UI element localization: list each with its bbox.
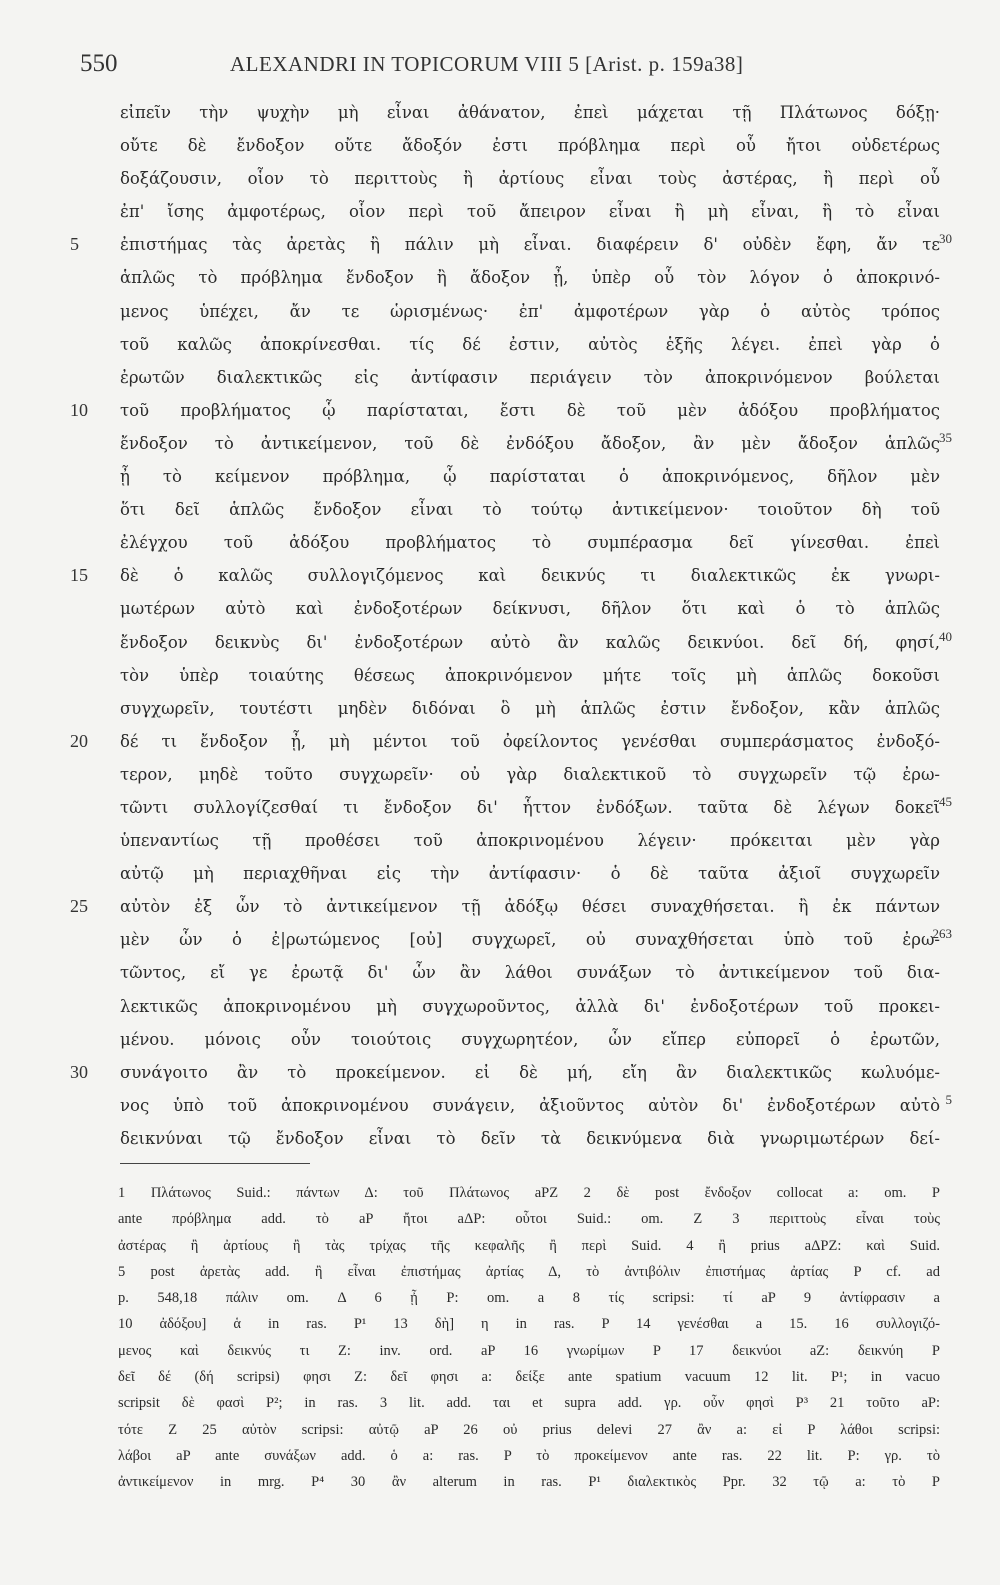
line-text: τοῦ καλῶς ἀποκρίνεσθαι. τίς δέ ἐστιν, αὐτὸς ἑξῆς λέγει. ἐπεὶ γὰρ ὁ <box>120 334 940 354</box>
margin-reference-number: 40 <box>939 628 952 644</box>
apparatus-line: 5 post ἀρετὰς add. ἢ εἶναι ἐπιστήμας ἀρτίας Δ, τὸ ἀντιβόλιν ἐπιστήμας ἀρτίας P cf. ad <box>118 1263 940 1280</box>
line-text: τῶντος, εἴ γε ἐρωτᾷ δι' ὧν ἂν λάθοι συνάξων τὸ ἀντικείμενον τοῦ δια- <box>120 963 940 983</box>
text-line <box>70 162 940 195</box>
margin-reference-number: 45 <box>939 793 952 809</box>
text-line <box>70 626 952 659</box>
line-text: ἔνδοξον δεικνὺς δι' ἐνδοξοτέρων αὐτὸ ἂν καλῶς δεικνύοι. δεῖ δή, φησί, <box>120 632 940 652</box>
text-line <box>70 559 940 592</box>
line-text: ἐλέγχου τοῦ ἀδόξου προβλήματος τὸ συμπέρασμα δεῖ γίνεσθαι. ἐπεὶ <box>120 533 940 553</box>
line-text: ἐπ' ἴσης ἀμφοτέρως, οἷον περὶ τοῦ ἄπειρον εἶναι ἢ μὴ εἶναι, ἢ τὸ εἶναι <box>120 202 940 222</box>
line-text: ἔνδοξον τὸ ἀντικείμενον, τοῦ δὲ ἐνδόξου ἄδοξον, ἂν μὲν ἄδοξον ἁπλῶς <box>120 433 940 453</box>
line-text: ὑπεναντίως τῇ προθέσει τοῦ ἀποκρινομένου λέγειν· πρόκειται μὲν γὰρ <box>120 831 940 851</box>
text-line <box>70 592 940 625</box>
page-header <box>80 50 940 90</box>
text-line <box>70 129 940 162</box>
line-text: ἐρωτῶν διαλεκτικῶς εἰς ἀντίφασιν περιάγειν τὸν ἀποκρινόμενον βούλεται <box>120 367 940 387</box>
text-line <box>70 427 952 460</box>
line-text: μένου. μόνοις οὖν τοιούτοις συγχωρητέον, ὧν εἴπερ εὐπορεῖ ὁ ἐρωτῶν, <box>120 1029 940 1049</box>
text-line <box>70 195 940 228</box>
main-text <box>70 96 952 1155</box>
apparatus-line: τότε Z 25 αὐτὸν scripsi: αὐτῷ aP 26 οὐ prius delevi 27 ἂν a: εἰ P λάθοι scripsi: <box>118 1421 940 1438</box>
margin-reference-number: 263 <box>932 926 952 942</box>
line-text: τῶντι συλλογίζεσθαί τι ἔνδοξον δι' ἧττον ἐνδόξων. ταῦτα δὲ λέγων δοκεῖ <box>120 797 940 817</box>
apparatus-line: 1 Πλάτωνος Suid.: πάντων Δ: τοῦ Πλάτωνος aPZ 2 δὲ post ἔνδοξον collocat a: om. P <box>118 1185 940 1201</box>
margin-reference-number: 5 <box>945 1091 952 1107</box>
line-text: συνάγοιτο ἂν τὸ προκείμενον. εἰ δὲ μή, εἴη ἂν διαλεκτικῶς κωλυόμε- <box>120 1062 940 1082</box>
text-line <box>70 261 940 294</box>
text-line <box>70 990 940 1023</box>
line-text: τοῦ προβλήματος ᾧ παρίσταται, ἔστι δὲ τοῦ μὲν ἀδόξου προβλήματος <box>120 400 940 420</box>
line-text: μωτέρων αὐτὸ καὶ ἐνδοξοτέρων δείκνυσι, δῆλον ὅτι καὶ ὁ τὸ ἁπλῶς <box>120 599 940 619</box>
line-text: νος ὑπὸ τοῦ ἀποκρινομένου συνάγειν, ἀξιοῦντος αὐτὸν δι' ἐνδοξοτέρων αὐτὸ <box>120 1095 940 1115</box>
apparatus-line: ante πρόβλημα add. τὸ aP ἤτοι aΔP: οὗτοι Suid.: om. Z 3 περιττοὺς εἶναι τοὺς <box>118 1211 940 1228</box>
line-number: 10 <box>70 399 88 420</box>
footnote-rule <box>120 1163 310 1164</box>
text-line <box>70 96 940 129</box>
apparatus-line: p. 548,18 πάλιν om. Δ 6 ᾖ P: om. a 8 τίς scripsi: τί aP 9 ἀντίφρασιν a <box>118 1290 940 1307</box>
apparatus-line: λάβοι aP ante συνάξων add. ὁ a: ras. P τὸ προκείμενον ante ras. 22 lit. P: γρ. τὸ <box>118 1447 940 1464</box>
line-text: τὸν ὑπὲρ τοιαύτης θέσεως ἀποκρινόμενον μήτε τοῖς μὴ ἁπλῶς δοκοῦσι <box>120 665 940 685</box>
text-line <box>70 228 952 261</box>
text-line <box>70 361 940 394</box>
line-text: οὔτε δὲ ἔνδοξον οὔτε ἄδοξόν ἐστι πρόβλημα περὶ οὗ ἤτοι οὐδετέρως <box>120 136 940 156</box>
text-line <box>70 857 940 890</box>
apparatus-line: μενος καὶ δεικνύς τι Z: inv. ord. aP 16 γνωρίμων P 17 δεικνύοι aZ: δεικνύη P <box>118 1342 940 1359</box>
text-line <box>70 659 940 692</box>
line-text: δέ τι ἔνδοξον ᾖ, μὴ μέντοι τοῦ ὀφείλοντος γενέσθαι συμπεράσματος ἐνδοξό- <box>120 731 940 751</box>
line-text: ὅτι δεῖ ἁπλῶς ἔνδοξον εἶναι τὸ τούτῳ ἀντικείμενον· τοιοῦτον δὴ τοῦ <box>120 500 940 520</box>
text-line <box>70 1122 940 1155</box>
margin-reference-number: 35 <box>939 429 952 445</box>
running-head: ALEXANDRI IN TOPICORUM VIII 5 [Arist. p. 159a38] <box>230 52 744 76</box>
critical-apparatus <box>118 1180 940 1496</box>
apparatus-line: ἀστέρας ἢ ἀρτίους ἢ τὰς τρίχας τῆς κεφαλῆς ἢ περὶ Suid. 4 ἢ prius aΔPZ: καὶ Suid. <box>118 1237 940 1254</box>
line-text: αὐτῷ μὴ περιαχθῆναι εἰς τὴν ἀντίφασιν· ὁ δὲ ταῦτα ἀξιοῖ συγχωρεῖν <box>120 864 940 884</box>
text-line <box>70 725 940 758</box>
text-line <box>70 824 940 857</box>
line-text: δὲ ὁ καλῶς συλλογιζόμενος καὶ δεικνύς τι διαλεκτικῶς ἐκ γνωρι- <box>120 566 940 586</box>
line-text: ἁπλῶς τὸ πρόβλημα ἔνδοξον ἢ ἄδοξον ᾖ, ὑπὲρ οὗ τὸν λόγον ὁ ἀποκρινό- <box>120 268 940 288</box>
text-line <box>70 1023 940 1056</box>
text-line <box>70 956 940 989</box>
text-line <box>70 1056 940 1089</box>
text-line <box>70 692 940 725</box>
text-line <box>70 890 940 923</box>
line-number: 5 <box>70 234 79 255</box>
line-text: μενος ὑπέχει, ἄν τε ὡρισμένως· ἐπ' ἀμφοτέρων γὰρ ὁ αὐτὸς τρόπος <box>120 301 940 321</box>
line-text: λεκτικῶς ἀποκρινομένου μὴ συγχωροῦντος, ἀλλὰ δι' ἐνδοξοτέρων τοῦ προκει- <box>120 996 940 1016</box>
apparatus-line: scripsit δὲ φασὶ P²; in ras. 3 lit. add. ται et supra add. γρ. οὖν φησὶ P³ 21 τοῦτο aP: <box>118 1395 940 1412</box>
line-text: αὐτὸν ἐξ ὧν τὸ ἀντικείμενον τῇ ἀδόξῳ θέσει συναχθήσεται. ἢ ἐκ πάντων <box>120 897 940 917</box>
text-line <box>70 1089 952 1122</box>
line-number: 20 <box>70 730 88 751</box>
text-line <box>70 923 952 956</box>
line-text: δεικνύναι τῷ ἔνδοξον εἶναι τὸ δεῖν τὰ δεικνύμενα διὰ γνωριμωτέρων δεί- <box>120 1128 940 1148</box>
text-line <box>70 493 940 526</box>
text-line <box>70 295 940 328</box>
text-line <box>70 328 940 361</box>
text-line <box>70 460 940 493</box>
text-line <box>70 394 940 427</box>
text-line <box>70 758 940 791</box>
line-text: δοξάζουσιν, οἷον τὸ περιττοὺς ἢ ἀρτίους εἶναι τοὺς ἀστέρας, ἢ περὶ οὗ <box>120 169 940 189</box>
line-text: ἐπιστήμας τὰς ἀρετὰς ἢ πάλιν μὴ εἶναι. διαφέρειν δ' οὐδὲν ἔφη, ἄν τε <box>120 235 940 255</box>
apparatus-line: ἀντικείμενον in mrg. P⁴ 30 ἂν alterum in ras. P¹ διαλεκτικὸς Ppr. 32 τῷ a: τὸ P <box>118 1474 940 1491</box>
line-text: ᾖ τὸ κείμενον πρόβλημα, ᾧ παρίσταται ὁ ἀποκρινόμενος, δῆλον μὲν <box>120 467 940 487</box>
line-number: 15 <box>70 565 88 586</box>
line-text: συγχωρεῖν, τουτέστι μηδὲν διδόναι ὃ μὴ ἁπλῶς ἐστιν ἔνδοξον, κἂν ἁπλῶς <box>120 698 940 718</box>
line-number: 25 <box>70 896 88 917</box>
text-line <box>70 526 940 559</box>
line-text: εἰπεῖν τὴν ψυχὴν μὴ εἶναι ἀθάνατον, ἐπεὶ μάχεται τῇ Πλάτωνος δόξῃ· <box>120 103 940 122</box>
margin-reference-number: 30 <box>939 231 952 247</box>
apparatus-line: 10 ἀδόξου] ἁ in ras. P¹ 13 δὴ] η in ras. P 14 γενέσθαι a 15. 16 συλλογιζό- <box>118 1316 940 1333</box>
line-text: τερον, μηδὲ τοῦτο συγχωρεῖν· οὐ γὰρ διαλεκτικοῦ τὸ συγχωρεῖν τῷ ἐρω- <box>120 764 940 784</box>
text-line <box>70 791 952 824</box>
line-text: μὲν ὧν ὁ ἐ|ρωτώμενος [οὐ] συγχωρεῖ, οὐ συναχθήσεται ὑπὸ τοῦ ἐρω- <box>120 930 940 950</box>
line-number: 30 <box>70 1061 88 1082</box>
page-number: 550 <box>80 50 118 77</box>
apparatus-line: δεῖ δέ (δή scripsi) φησι Z: δεῖ φησι a: δείξε ante spatium vacuum 12 lit. P¹; in vacuo <box>118 1369 940 1386</box>
